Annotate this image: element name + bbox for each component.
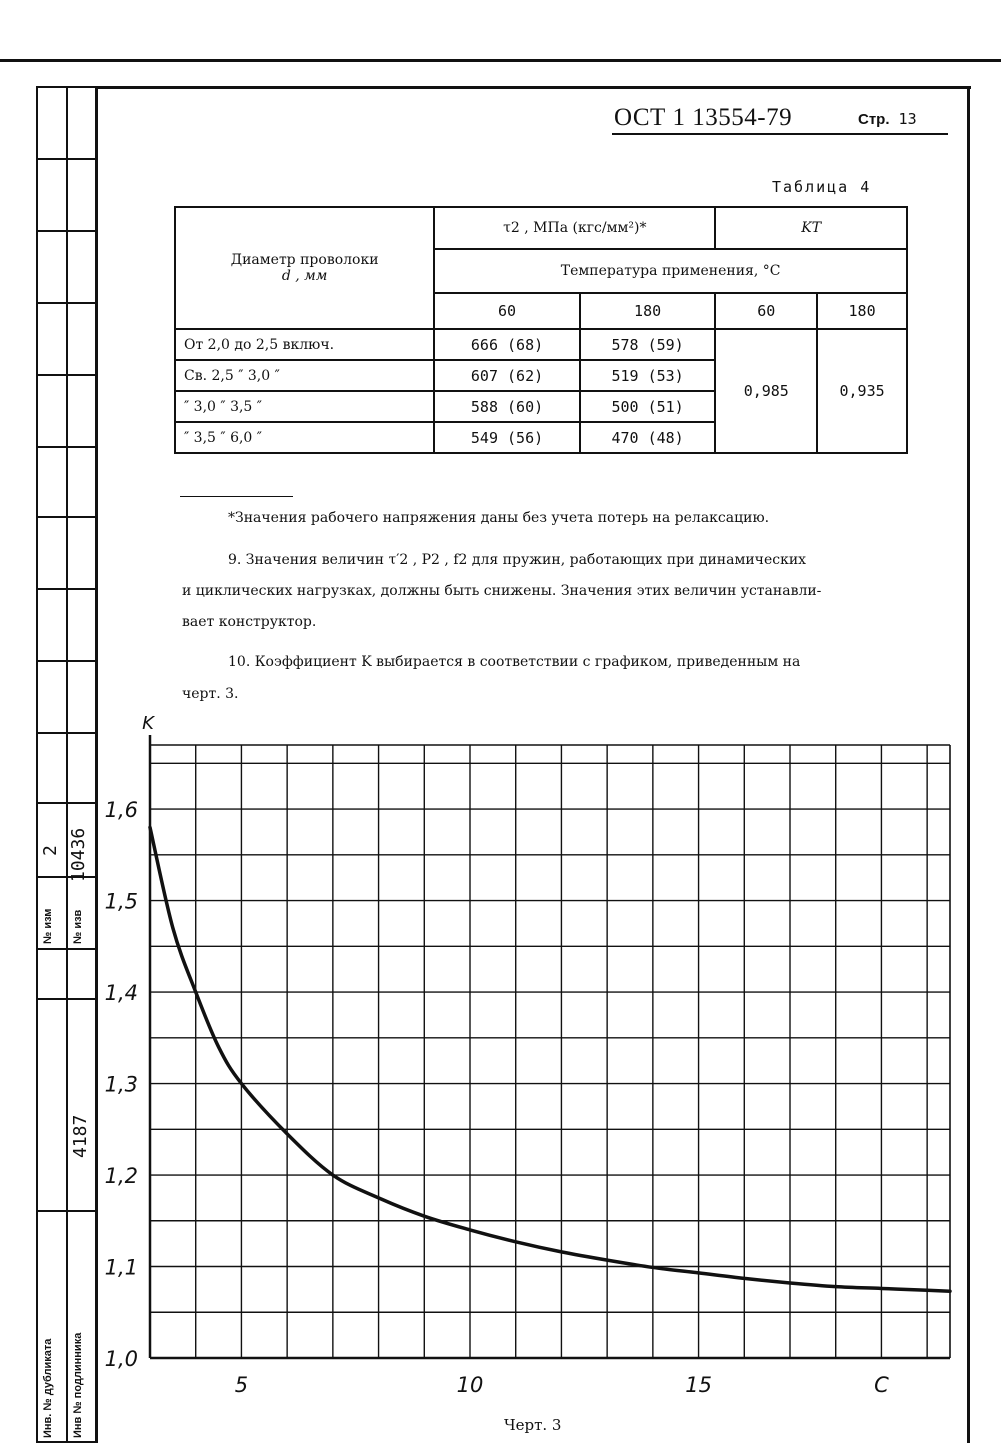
page-number-value: 13 bbox=[898, 110, 917, 128]
izv-label: № изв bbox=[72, 909, 84, 944]
dubl-label: Инв. № дубликата bbox=[42, 1338, 54, 1438]
row-label: ″ 3,5 ″ 6,0 ″ bbox=[175, 422, 434, 453]
header-diameter-label: Диаметр проволоки bbox=[230, 252, 379, 268]
paragraph-10-line-1: 10. Коэффициент K выбирается в соответствии с графиком, приведенным на bbox=[228, 654, 801, 670]
kt-60-value: 0,985 bbox=[715, 329, 817, 453]
temp-cell: 60 bbox=[434, 293, 580, 329]
header-kt: KT bbox=[715, 207, 907, 249]
row-tau-60: 588 (60) bbox=[434, 391, 580, 422]
header-diameter-unit: d , мм bbox=[281, 268, 328, 284]
y-tick-label: 1,5 bbox=[104, 889, 138, 914]
table-title: Таблица 4 bbox=[772, 178, 872, 196]
y-tick-label: 1,3 bbox=[104, 1072, 138, 1097]
temp-cell: 180 bbox=[580, 293, 716, 329]
izm-label: № изм bbox=[42, 908, 54, 944]
row-tau-180: 470 (48) bbox=[580, 422, 716, 453]
temp-cell: 180 bbox=[817, 293, 907, 329]
page-label: Стр. bbox=[858, 111, 890, 128]
x-tick-label: 5 bbox=[234, 1373, 249, 1397]
x-tick-label: 15 bbox=[685, 1373, 712, 1397]
paragraph-10-line-2: черт. 3. bbox=[182, 686, 239, 702]
document-code: ОСТ 1 13554-79 bbox=[614, 104, 793, 131]
izv-value: 10436 bbox=[68, 827, 89, 882]
kt-180-value: 0,935 bbox=[817, 329, 907, 453]
podl-value: 4187 bbox=[70, 1114, 91, 1158]
header-tau: τ2 , МПа (кгс/мм²)* bbox=[434, 207, 715, 249]
y-tick-label: 1,1 bbox=[104, 1255, 138, 1280]
row-tau-180: 519 (53) bbox=[580, 360, 716, 391]
temp-cell: 60 bbox=[715, 293, 817, 329]
row-label: От 2,0 до 2,5 включ. bbox=[175, 329, 434, 360]
podl-label: Инв № подлинника bbox=[72, 1332, 84, 1438]
row-label: ″ 3,0 ″ 3,5 ″ bbox=[175, 391, 434, 422]
footnote: *Значения рабочего напряжения даны без учета потерь на релаксацию. bbox=[228, 510, 770, 526]
paragraph-9-line-3: вает конструктор. bbox=[182, 614, 317, 630]
y-tick-label: 1,0 bbox=[104, 1347, 138, 1371]
x-axis-label: C bbox=[874, 1373, 889, 1397]
row-tau-180: 578 (59) bbox=[580, 329, 716, 360]
y-tick-label: 1,2 bbox=[104, 1164, 138, 1189]
izm-value: 2 bbox=[40, 845, 61, 856]
row-label: Св. 2,5 ″ 3,0 ″ bbox=[175, 360, 434, 391]
paragraph-9-line-2: и циклических нагрузках, должны быть снижены. Значения этих величин устанавли- bbox=[182, 583, 822, 599]
header-temperature: Температура применения, °C bbox=[434, 249, 907, 293]
y-tick-label: 1,6 bbox=[104, 798, 138, 823]
y-axis-label: K bbox=[142, 713, 154, 734]
row-tau-60: 666 (68) bbox=[434, 329, 580, 360]
x-tick-label: 10 bbox=[456, 1373, 484, 1397]
y-tick-label: 1,4 bbox=[104, 981, 138, 1006]
row-tau-60: 607 (62) bbox=[434, 360, 580, 391]
row-tau-60: 549 (56) bbox=[434, 422, 580, 453]
row-tau-180: 500 (51) bbox=[580, 391, 716, 422]
k-curve bbox=[150, 827, 950, 1291]
figure-caption: Черт. 3 bbox=[504, 1416, 562, 1434]
paragraph-9-line-1: 9. Значения величин τ′2 , P2 , f2 для пружин, работающих при динамических bbox=[228, 552, 807, 568]
